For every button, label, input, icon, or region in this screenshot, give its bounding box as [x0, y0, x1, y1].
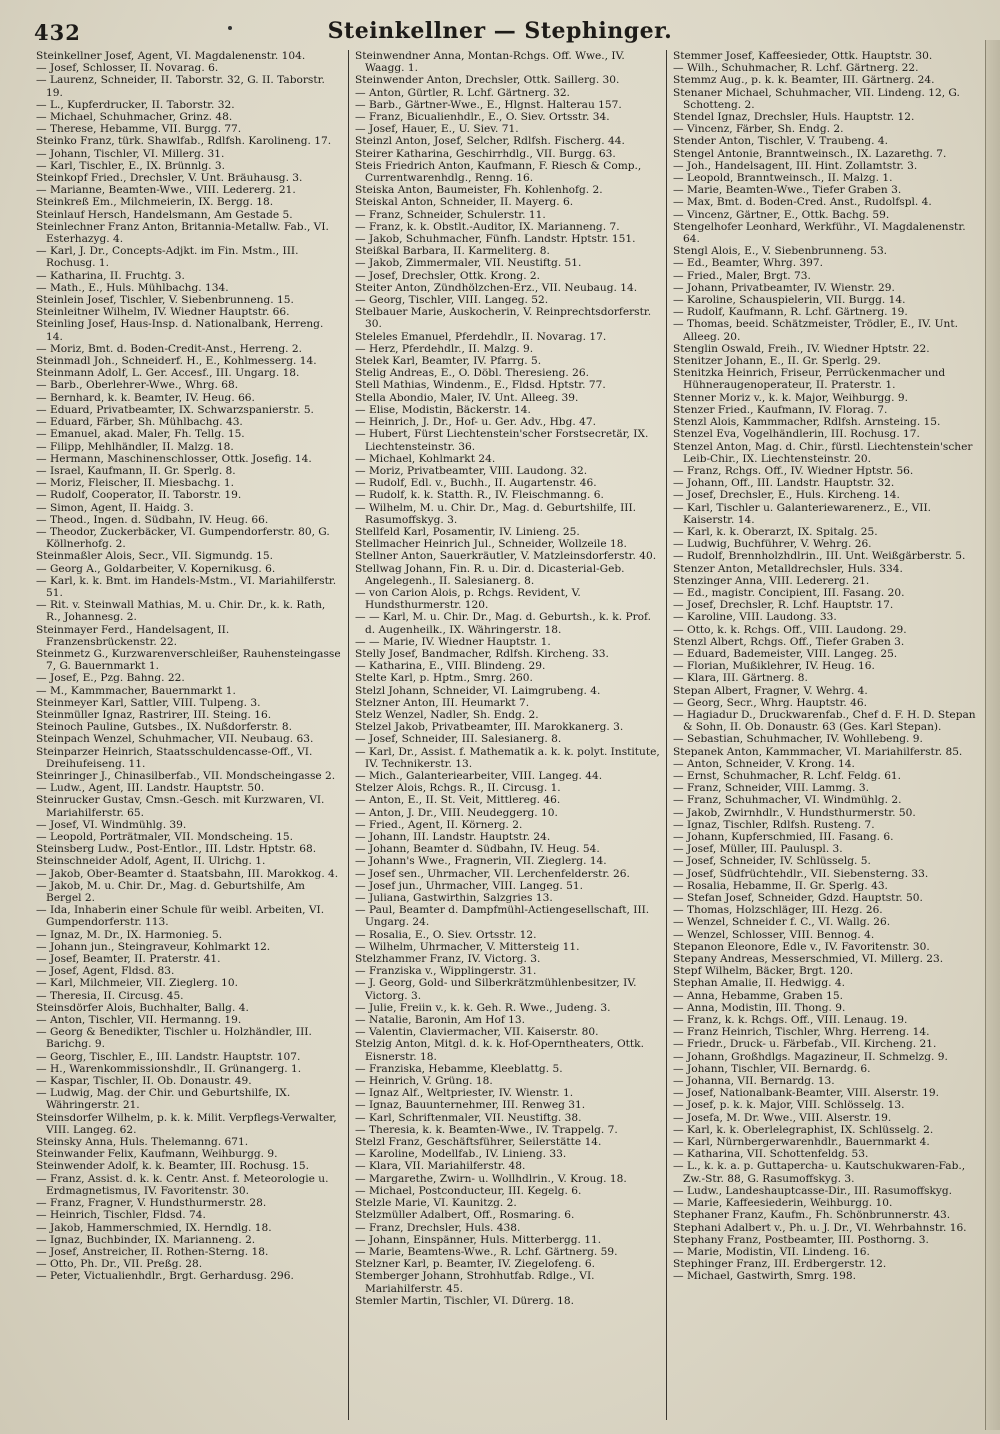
- directory-entry: — Florian, Mußiklehrer, IV. Heug. 16.: [673, 660, 875, 673]
- directory-entry: — Franz, Schneider, VIII. Lammg. 3.: [673, 782, 870, 795]
- directory-entry: — Johann, Tischler, VI. Millerg. 31.: [36, 147, 225, 160]
- directory-entry: — Ludw., Agent, III. Landstr. Hauptstr. 50.: [36, 782, 265, 795]
- directory-entry: — Heinrich, V. Grüng. 18.: [355, 1075, 493, 1088]
- directory-entry: Steinling Josef, Haus-Insp. d. Nationalbank, Herreng. 14.: [36, 318, 324, 343]
- directory-entry: — Karl, Nürnbergerwarenhdlr., Bauernmarkt 4.: [673, 1136, 930, 1149]
- directory-entry: — Hubert, Fürst Liechtenstein'scher Forstsecretär, IX. Liechtensteinstr. 36.: [355, 428, 649, 453]
- directory-entry: — Johann, III. Landstr. Hauptstr. 24.: [355, 831, 551, 843]
- directory-entry: — Marie, Beamtens-Wwe., R. Lchf. Gärtnerg. 59.: [355, 1245, 618, 1258]
- directory-entry: Stelek Karl, Beamter, IV. Pfarrg. 5.: [355, 355, 542, 368]
- directory-entry: — Marie, Beamten-Wwe., Tiefer Graben 3.: [673, 184, 902, 197]
- directory-entry: — Michael, Postconducteur, III. Kegelg. 6.: [355, 1184, 582, 1197]
- directory-entry: — Josef sen., Uhrmacher, VII. Lerchenfelderstr. 26.: [355, 867, 630, 880]
- directory-entry: — Georg & Benedikter, Tischler u. Holzhändler, III. Barichg. 9.: [36, 1026, 312, 1051]
- directory-entry: — Vincenz, Färber, Sh. Endg. 2.: [673, 123, 844, 136]
- directory-entry: Steinlechner Franz Anton, Britannia-Metallw. Fab., VI. Esterhazyg. 4.: [36, 220, 329, 246]
- directory-entry: — Elise, Modistin, Bäckerstr. 14.: [355, 403, 531, 416]
- directory-entry: — Wilh., Schuhmacher, R. Lchf. Gärtnerg. 22.: [673, 62, 919, 75]
- directory-entry: — Marie, Modistin, VII. Lindeng. 16.: [673, 1245, 870, 1258]
- directory-entry: — Max, Bmt. d. Boden-Cred. Anst., Rudolfspl. 4.: [673, 196, 932, 209]
- directory-entry: — M., Kammmacher, Bauernmarkt 1.: [36, 684, 236, 697]
- directory-entry: — Rosalia, Hebamme, II. Gr. Sperlg. 43.: [673, 879, 888, 892]
- directory-entry: Stellner Anton, Sauerkräutler, V. Matzleinsdorferstr. 40.: [355, 550, 657, 563]
- directory-entry: Stell Mathias, Windenm., E., Fldsd. Hptstr. 77.: [355, 379, 606, 392]
- directory-entry: Steinoch Pauline, Gutsbes., IX. Nußdorferstr. 8.: [36, 721, 293, 734]
- directory-entry: — Johann, Kupferschmied, III. Fasang. 6.: [673, 831, 894, 843]
- directory-entry: Stepan Albert, Fragner, V. Wehrg. 4.: [673, 684, 868, 697]
- directory-entry: Stephani Adalbert v., Ph. u. J. Dr., VI. Wehrbahnstr. 16.: [673, 1221, 967, 1234]
- directory-entry: — Moriz, Privatbeamter, VIII. Laudong. 32.: [355, 464, 588, 477]
- directory-entry: Steiska Anton, Baumeister, Fh. Kohlenhofg. 2.: [355, 184, 603, 197]
- directory-entry: — Josef, Drechsler, Ottk. Krong. 2.: [355, 269, 541, 282]
- directory-entry: — Michael, Kohlmarkt 24.: [355, 452, 496, 465]
- adjacent-page-edge: [985, 40, 1000, 1430]
- directory-entry: — Anton, Schneider, V. Krong. 14.: [673, 757, 855, 770]
- directory-entry: — Herz, Pferdehdlr., II. Malzg. 9.: [355, 342, 534, 355]
- directory-entry: — Ignaz, M. Dr., IX. Harmonieg. 5.: [36, 928, 223, 941]
- directory-entry: — Franz Heinrich, Tischler, Whrg. Herreng. 14.: [673, 1026, 930, 1039]
- directory-entry: Steinwander Felix, Kaufmann, Weihburgg. 9.: [36, 1148, 278, 1161]
- directory-entry: Stendel Ignaz, Drechsler, Huls. Hauptstr. 12.: [673, 111, 915, 124]
- directory-entry: — Karoline, Schauspielerin, VII. Burgg. 14.: [673, 294, 906, 307]
- directory-entry: Stenzel Eva, Vogelhändlerin, III. Rochusg. 17.: [673, 428, 920, 441]
- directory-entry: Stelly Josef, Bandmacher, Rdlfsh. Kircheng. 33.: [355, 647, 609, 660]
- directory-entry: Steinlauf Hersch, Handelsmann, Am Gestade 5.: [36, 208, 293, 221]
- directory-entry: Stephany Franz, Postbeamter, III. Posthorng. 3.: [673, 1233, 929, 1246]
- directory-entry: — Jakob, Hammerschmied, IX. Herndlg. 18.: [36, 1221, 272, 1234]
- directory-entry: — Georg, Secr., Whrg. Hauptstr. 46.: [673, 696, 867, 709]
- directory-entry: — Margarethe, Zwirn- u. Wollhdlrin., V. Kroug. 18.: [355, 1172, 627, 1185]
- directory-entry: — Rudolf, k. k. Statth. R., IV. Fleischmanng. 6.: [355, 489, 604, 502]
- directory-entry: Steiskal Anton, Schneider, II. Mayerg. 6.: [355, 196, 574, 209]
- directory-entry: — Ed., magistr. Concipient, III. Fasang. 20.: [673, 586, 905, 599]
- directory-entry: — Anton, Gürtler, R. Lchf. Gärtnerg. 32.: [355, 86, 570, 99]
- directory-entry: — Natalie, Baronin, Am Hof 13.: [355, 1014, 526, 1027]
- directory-entry: Stephaner Franz, Kaufm., Fh. Schönbrunnerstr. 43.: [673, 1209, 951, 1222]
- directory-entry: — Jakob, M. u. Chir. Dr., Mag. d. Geburtshilfe, Am Bergel 2.: [36, 879, 305, 905]
- directory-entry: Steinmadl Joh., Schneiderf. H., E., Kohlmesserg. 14.: [36, 355, 317, 368]
- directory-entry: Steinzl Anton, Josef, Selcher, Rdlfsh. Fischerg. 44.: [355, 135, 625, 148]
- directory-entry: Stelz Wenzel, Nadler, Sh. Endg. 2.: [355, 708, 539, 721]
- directory-entry: — Josef, Drechsler, R. Lchf. Hauptstr. 17.: [673, 599, 894, 612]
- directory-entry: Stengl Alois, E., V. Siebenbrunneng. 53.: [673, 245, 888, 258]
- directory-entry: — Anna, Hebamme, Graben 15.: [673, 989, 843, 1002]
- directory-entry: Steißkal Barbara, II. Karmeliterg. 8.: [355, 245, 550, 258]
- directory-entry: — Franz, k. k. Rchgs. Off., VIII. Lenaug. 19.: [673, 1014, 908, 1027]
- directory-entry: — Heinrich, Tischler, Fldsd. 74.: [36, 1209, 206, 1222]
- directory-entry: Stelzner Anton, III. Heumarkt 7.: [355, 696, 530, 709]
- directory-entry: Stelzle Marie, VI. Kaunitzg. 2.: [355, 1197, 517, 1210]
- directory-entry: Stella Abondio, Maler, IV. Unt. Alleeg. 39.: [355, 391, 579, 404]
- directory-entry: — Sebastian, Schuhmacher, IV. Wohllebeng. 9.: [673, 733, 923, 746]
- directory-entry: — Karl, k. k. Oberlelegraphist, IX. Schlüsselg. 2.: [673, 1123, 934, 1136]
- directory-entry: — Josef, Schneider, III. Salesianerg. 8.: [355, 733, 562, 746]
- directory-entry: — Karl, Milchmeier, VII. Zieglerg. 10.: [36, 977, 239, 990]
- column-2: [348, 50, 666, 1420]
- directory-entry: — Franz, Schuhmacher, VI. Windmühlg. 2.: [673, 794, 902, 807]
- directory-entry: Steinwender Anton, Drechsler, Ottk. Saillerg. 30.: [355, 74, 620, 87]
- directory-entry: — Rit. v. Steinwall Mathias, M. u. Chir. Dr., k. k. Rath, R., Johannesg. 2.: [36, 599, 326, 624]
- directory-entry: Stelzl Johann, Schneider, VI. Laimgrubeng. 4.: [355, 684, 601, 697]
- directory-entry: Steinmayer Ferd., Handelsagent, II. Franzensbrückenstr. 22.: [36, 623, 230, 648]
- directory-entry: Steinwendner Anna, Montan-Rchgs. Off. Wwe., IV. Waagg. 1.: [355, 50, 625, 75]
- directory-entry: Stepanek Anton, Kammmacher, VI. Mariahilferstr. 85.: [673, 745, 963, 758]
- directory-entry: — Ignaz, Tischler, Rdlfsh. Rusteng. 7.: [673, 818, 875, 831]
- directory-entry: — Karl, Schriftenmaler, VII. Neustiftg. 38.: [355, 1111, 582, 1124]
- directory-entry: — L., k. k. a. p. Guttapercha- u. Kautschukwaren-Fab., Zw.-Str. 88, G. Rasumoffskyg. 3.: [673, 1160, 966, 1185]
- directory-entry: — Hermann, Maschinenschlosser, Ottk. Josefig. 14.: [36, 452, 312, 465]
- directory-entry: Stelzer Alois, Rchgs. R., II. Circusg. 1.: [355, 782, 561, 795]
- directory-entry: — Josefa, M. Dr. Wwe., VIII. Alserstr. 19.: [673, 1111, 892, 1124]
- directory-entry: — Karoline, VIII. Laudong. 33.: [673, 611, 837, 624]
- directory-entry: — Ernst, Schuhmacher, R. Lchf. Feldg. 61.: [673, 769, 902, 782]
- directory-entry: Stenglin Oswald, Freih., IV. Wiedner Hptstr. 22.: [673, 342, 930, 355]
- directory-entry: — Thomas, beeid. Schätzmeister, Trödler, E., IV. Unt. Alleeg. 20.: [673, 318, 958, 343]
- directory-entry: — Franziska v., Wipplingerstr. 31.: [355, 965, 537, 978]
- directory-entry: Stemler Martin, Tischler, VI. Dürerg. 18.: [355, 1294, 574, 1307]
- directory-entry: — Franz, Assist. d. k. k. Centr. Anst. f. Meteorologie u. Erdmagnetismus, IV. Favoritenstr. 30.: [36, 1172, 329, 1197]
- directory-entry: — Anton, Tischler, VII. Hermanng. 19.: [36, 1014, 242, 1027]
- directory-entry: — Filipp, Mehlhändler, II. Malzg. 18.: [36, 440, 234, 453]
- directory-entry: — Joh., Handelsagent, III. Hint. Zollamtstr. 3.: [673, 159, 918, 172]
- directory-entry: — Karl, Tischler, E., IX. Brünnlg. 3.: [36, 159, 225, 172]
- directory-entry: — Ed., Beamter, Whrg. 397.: [673, 257, 824, 270]
- directory-entry: — Leopold, Branntweinsch., II. Malzg. 1.: [673, 172, 893, 185]
- directory-entry: — Barb., Gärtner-Wwe., E., Hlgnst. Halterau 157.: [355, 98, 622, 111]
- directory-entry: Stephan Amalie, II. Hedwigg. 4.: [673, 977, 845, 990]
- directory-entry: — Johanna, VII. Bernardg. 13.: [673, 1075, 835, 1088]
- directory-columns: [30, 50, 985, 1420]
- directory-entry: — Josef, Drechsler, E., Huls. Kircheng. 14.: [673, 489, 900, 502]
- directory-entry: — Franz, Schneider, Schulerstr. 11.: [355, 208, 546, 221]
- directory-entry: — Karl, k. k. Oberarzt, IX. Spitalg. 25.: [673, 525, 878, 538]
- directory-entry: Stenzel Anton, Mag. d. Chir., fürstl. Liechtenstein'scher Leib-Chir., IX. Liechtensteinstr. 20.: [673, 440, 973, 465]
- directory-entry: Steinlein Josef, Tischler, V. Siebenbrunneng. 15.: [36, 294, 294, 307]
- directory-entry: Steinschneider Adolf, Agent, II. Ulrichg. 1.: [36, 855, 266, 868]
- directory-entry: — J. Georg, Gold- und Silberkrätzmühlenbesitzer, IV. Victorg. 3.: [355, 977, 637, 1002]
- directory-entry: Stepanon Eleonore, Edle v., IV. Favoritenstr. 30.: [673, 940, 930, 953]
- directory-entry: — Fried., Agent, II. Körnerg. 2.: [355, 818, 523, 831]
- directory-entry: Stelzhammer Franz, IV. Victorg. 3.: [355, 953, 541, 966]
- directory-entry: — Johann's Wwe., Fragnerin, VII. Zieglerg. 14.: [355, 855, 607, 868]
- directory-entry: — Ludw., Landeshauptcasse-Dir., III. Rasumoffskyg.: [673, 1184, 953, 1197]
- directory-entry: — Anna, Modistin, III. Thong. 9.: [673, 1001, 846, 1014]
- directory-entry: — Josef, Müller, III. Pauluspl. 3.: [673, 843, 843, 856]
- directory-entry: — Georg, Tischler, E., III. Landstr. Hauptstr. 107.: [36, 1050, 301, 1063]
- directory-entry: — Josef, VI. Windmühlg. 39.: [36, 818, 187, 831]
- directory-entry: Steinkellner Josef, Agent, VI. Magdalenenstr. 104.: [36, 50, 306, 62]
- directory-entry: — Ida, Inhaberin einer Schule für weibl. Arbeiten, VI. Gumpendorferstr. 113.: [36, 904, 325, 929]
- directory-entry: — Marianne, Beamten-Wwe., VIII. Ledererg. 21.: [36, 184, 296, 197]
- directory-entry: — Julie, Freiin v., k. k. Geh. R. Wwe., Judeng. 3.: [355, 1001, 611, 1014]
- directory-entry: — Johann, Einspänner, Huls. Mitterbergg. 11.: [355, 1233, 602, 1246]
- directory-entry: — Fried., Maler, Brgt. 73.: [673, 269, 811, 282]
- directory-entry: — Paul, Beamter d. Dampfmühl-Actiengesellschaft, III. Ungarg. 24.: [355, 904, 650, 929]
- directory-entry: Stelte Karl, p. Hptm., Smrg. 260.: [355, 672, 533, 685]
- directory-entry: — Friedr., Druck- u. Färbefab., VII. Kircheng. 21.: [673, 1038, 937, 1051]
- directory-entry: — Wilhelm, M. u. Chir. Dr., Mag. d. Geburtshilfe, III. Rasumoffskyg. 3.: [355, 501, 637, 526]
- directory-entry: — Eduard, Privatbeamter, IX. Schwarzspanierstr. 5.: [36, 403, 314, 416]
- directory-entry: — Karl, Tischler u. Galanteriewarenerz., E., VII. Kaiserstr. 14.: [673, 501, 932, 526]
- directory-entry: — Jakob, Zwirnhdlr., V. Hundsthurmerstr. 50.: [673, 806, 916, 819]
- directory-entry: Steinsdörfer Alois, Buchhalter, Ballg. 4.: [36, 1001, 249, 1014]
- directory-entry: — Ignaz, Buchbinder, IX. Marianneng. 2.: [36, 1233, 256, 1246]
- page-number: 432: [34, 20, 81, 45]
- directory-entry: — Otto, k. k. Rchgs. Off., VIII. Laudong. 29.: [673, 623, 907, 636]
- directory-entry: Steinpach Wenzel, Schuhmacher, VII. Neubaug. 63.: [36, 733, 314, 746]
- directory-entry: — Jakob, Schuhmacher, Fünfh. Landstr. Hptstr. 151.: [355, 233, 636, 246]
- directory-entry: Stemberger Johann, Strohhutfab. Rdlge., VI. Mariahilferstr. 45.: [355, 1270, 595, 1295]
- directory-entry: — Anton, E., II. St. Veit, Mittlereg. 46.: [355, 794, 561, 807]
- directory-entry: — Theodor, Zuckerbäcker, VI. Gumpendorferstr. 80, G. Köllnerhofg. 2.: [36, 525, 330, 551]
- directory-entry: — Franz, k. k. Obstlt.-Auditor, IX. Marianneng. 7.: [355, 220, 620, 233]
- directory-entry: — Therese, Hebamme, VII. Burgg. 77.: [36, 123, 242, 136]
- directory-entry: Steinwender Adolf, k. k. Beamter, III. Rochusg. 15.: [36, 1160, 310, 1173]
- directory-entry: Steinparzer Heinrich, Staatsschuldencasse-Off., VI. Dreihufeiseng. 11.: [36, 745, 313, 770]
- directory-entry: Stemmz Aug., p. k. k. Beamter, III. Gärtnerg. 24.: [673, 74, 935, 87]
- directory-entry: Stephinger Franz, III. Erdbergerstr. 12.: [673, 1258, 887, 1271]
- directory-entry: Stenzl Albert, Rchgs. Off., Tiefer Graben 3.: [673, 635, 905, 648]
- directory-entry: — Eduard, Bademeister, VIII. Langeg. 25.: [673, 647, 898, 660]
- directory-entry: Stengelhofer Leonhard, Werkführ., VI. Magdalenenstr. 64.: [673, 220, 966, 246]
- directory-entry: Steinmann Adolf, L. Ger. Accesf., III. Ungarg. 18.: [36, 367, 300, 380]
- directory-entry: — Thomas, Holzschläger, III. Hezg. 26.: [673, 904, 883, 917]
- directory-entry: — Josef jun., Uhrmacher, VIII. Langeg. 51.: [355, 879, 583, 892]
- directory-entry: — Jakob, Ober-Beamter d. Staatsbahn, III. Marokkog. 4.: [36, 867, 339, 880]
- directory-entry: — Juliana, Gastwirthin, Salzgries 13.: [355, 892, 553, 905]
- directory-entry: — Katharina, II. Fruchtg. 3.: [36, 269, 185, 282]
- directory-entry: — Josef, E., Pzg. Bahng. 22.: [36, 672, 185, 685]
- directory-entry: — Moriz, Fleischer, II. Miesbachg. 1.: [36, 477, 234, 490]
- directory-entry: Stenzl Alois, Kammmacher, Rdlfsh. Arnsteing. 15.: [673, 416, 941, 429]
- directory-entry: — Karl, k. k. Bmt. im Handels-Mstm., VI. Mariahilferstr. 51.: [36, 574, 337, 599]
- directory-entry: — Franz, Bicualienhdlr., E., O. Siev. Ortsstr. 34.: [355, 111, 610, 124]
- directory-entry: Stepf Wilhelm, Bäcker, Brgt. 120.: [673, 965, 854, 978]
- directory-entry: — Karoline, Modellfab., IV. Linieng. 33.: [355, 1148, 567, 1161]
- directory-entry: — Katharina, E., VIII. Blindeng. 29.: [355, 660, 546, 673]
- directory-entry: — Klara, VII. Mariahilferstr. 48.: [355, 1160, 526, 1173]
- directory-entry: — Ludwig, Buchführer, V. Wehrg. 26.: [673, 538, 872, 551]
- directory-entry: — Josef, Beamter, II. Praterstr. 41.: [36, 953, 221, 966]
- directory-entry: — Johann, Tischler, VII. Bernardg. 6.: [673, 1062, 871, 1075]
- directory-entry: — Leopold, Porträtmaler, VII. Mondscheing. 15.: [36, 831, 294, 843]
- directory-entry: — Stefan Josef, Schneider, Gdzd. Hauptstr. 50.: [673, 892, 923, 905]
- directory-entry: Stelzel Jakob, Privatbeamter, III. Marokkanerg. 3.: [355, 721, 624, 734]
- directory-entry: — Ignaz, Bauunternehmer, III. Renweg 31.: [355, 1099, 586, 1112]
- directory-entry: — Peter, Victualienhdlr., Brgt. Gerhardusg. 296.: [36, 1270, 294, 1283]
- directory-entry: — Hagiadur D., Druckwarenfab., Chef d. F. H. D. Stepan & Sohn, II. Ob. Donaustr. 63 (Ges. Karl Stepan).: [673, 708, 976, 734]
- directory-entry: — Eduard, Färber, Sh. Mühlbachg. 43.: [36, 416, 243, 429]
- directory-entry: — Josef, Anstreicher, II. Rothen-Sterng. 18.: [36, 1245, 269, 1258]
- directory-entry: — Math., E., Huls. Mühlbachg. 134.: [36, 281, 229, 294]
- directory-entry: — von Carion Alois, p. Rchgs. Revident, V. Hundsthurmerstr. 120.: [355, 586, 581, 612]
- directory-entry: — Josef, Nationalbank-Beamter, VIII. Alserstr. 19.: [673, 1087, 939, 1100]
- directory-entry: — Josef, p. k. k. Major, VIII. Schlösselg. 13.: [673, 1099, 905, 1112]
- directory-entry: Steinkreß Em., Milchmeierin, IX. Bergg. 18.: [36, 196, 274, 209]
- column-3: [666, 50, 984, 1420]
- directory-entry: — Karl, J. Dr., Concepts-Adjkt. im Fin. Mstm., III. Rochusg. 1.: [36, 245, 299, 270]
- directory-entry: — L., Kupferdrucker, II. Taborstr. 32.: [36, 98, 235, 111]
- directory-entry: — Josef, Schlosser, II. Novarag. 6.: [36, 62, 219, 75]
- directory-entry: — Franziska, Hebamme, Kleeblattg. 5.: [355, 1062, 563, 1075]
- directory-entry: — Katharina, VII. Schottenfeldg. 53.: [673, 1148, 869, 1161]
- directory-entry: — Josef, Südfrüchtehdlr., VII. Siebensterng. 33.: [673, 867, 929, 880]
- directory-entry: Stenner Moriz v., k. k. Major, Weihburgg. 9.: [673, 391, 908, 404]
- directory-entry: Steinringer J., Chinasilberfab., VII. Mondscheingasse 2.: [36, 769, 336, 782]
- directory-entry: — — Karl, M. u. Chir. Dr., Mag. d. Geburtsh., k. k. Prof. d. Augenheilk., IX. Währingerstr. 18.: [355, 611, 651, 636]
- directory-entry: — Johann, Off., III. Landstr. Hauptstr. 32.: [673, 477, 895, 490]
- directory-entry: — Georg, Tischler, VIII. Langeg. 52.: [355, 294, 549, 307]
- directory-entry: Steis Friedrich Anton, Kaufmann, F. Riesch & Comp., Currentwarenhdlg., Renng. 16.: [355, 159, 642, 185]
- directory-entry: Steinrucker Gustav, Cmsn.-Gesch. mit Kurzwaren, VI. Mariahilferstr. 65.: [36, 794, 325, 819]
- directory-entry: — Emanuel, akad. Maler, Fh. Tellg. 15.: [36, 428, 245, 441]
- directory-entry: — Bernhard, k. k. Beamter, IV. Heug. 66.: [36, 391, 255, 404]
- directory-entry: — Johann, Beamter d. Südbahn, IV. Heug. 54.: [355, 843, 600, 856]
- directory-entry: — Wilhelm, Uhrmacher, V. Mittersteig 11.: [355, 940, 580, 953]
- directory-entry: Stenitzka Heinrich, Friseur, Perrückenmacher und Hühneraugenoperateur, II. Praterstr. 1.: [673, 367, 946, 392]
- directory-entry: — Ludwig, Mag. der Chir. und Geburtshilfe, IX. Währingerstr. 21.: [36, 1087, 291, 1112]
- directory-entry: — Wenzel, Schneider f. C., VI. Wallg. 26.: [673, 916, 891, 929]
- directory-entry: — Valentin, Claviermacher, VII. Kaiserstr. 80.: [355, 1026, 599, 1039]
- directory-entry: — Ignaz Alf., Weltpriester, IV. Wienstr. 1.: [355, 1087, 574, 1100]
- directory-entry: Stellwag Johann, Fin. R. u. Dir. d. Dicasterial-Geb. Angelegenh., II. Salesianerg. 8.: [355, 562, 625, 587]
- directory-entry: Stender Anton, Tischler, V. Traubeng. 4.: [673, 135, 888, 148]
- directory-entry: — Johann, Großhdlgs. Magazineur, II. Schmelzg. 9.: [673, 1050, 948, 1063]
- directory-entry: — Simon, Agent, II. Haidg. 3.: [36, 501, 194, 514]
- directory-entry: Stenzer Fried., Kaufmann, IV. Florag. 7.: [673, 403, 888, 416]
- directory-entry: Steinmüller Ignaz, Rastrirer, III. Steing. 16.: [36, 708, 272, 721]
- directory-entry: Steleles Emanuel, Pferdehdlr., II. Novarag. 17.: [355, 330, 607, 343]
- directory-entry: — Wenzel, Schlosser, VIII. Bennog. 4.: [673, 928, 875, 941]
- directory-entry: — Barb., Oberlehrer-Wwe., Whrg. 68.: [36, 379, 239, 392]
- directory-entry: — Mich., Galanteriearbeiter, VIII. Langeg. 44.: [355, 769, 603, 782]
- directory-entry: Steinsky Anna, Huls. Thelemanng. 671.: [36, 1136, 249, 1149]
- directory-entry: — Rudolf, Cooperator, II. Taborstr. 19.: [36, 489, 242, 502]
- directory-entry: Stenaner Michael, Schuhmacher, VII. Lindeng. 12, G. Schotteng. 2.: [673, 86, 960, 111]
- directory-entry: — Theresia, II. Circusg. 45.: [36, 989, 184, 1002]
- directory-entry: — Josef, Schneider, IV. Schlüsselg. 5.: [673, 855, 871, 868]
- directory-entry: — Rudolf, Brennholzhdlrin., III. Unt. Weißgärberstr. 5.: [673, 550, 966, 563]
- directory-entry: Stemmer Josef, Kaffeesieder, Ottk. Hauptstr. 30.: [673, 50, 933, 62]
- directory-entry: Stelzl Franz, Geschäftsführer, Seilerstätte 14.: [355, 1136, 602, 1149]
- directory-entry: — Franz, Rchgs. Off., IV. Wiedner Hptstr. 56.: [673, 464, 914, 477]
- directory-entry: Steiter Anton, Zündhölzchen-Erz., VII. Neubaug. 14.: [355, 281, 638, 294]
- directory-entry: — Kaspar, Tischler, II. Ob. Donaustr. 49.: [36, 1075, 252, 1088]
- directory-entry: Stelig Andreas, E., O. Döbl. Theresieng. 26.: [355, 367, 589, 380]
- directory-entry: — Moriz, Bmt. d. Boden-Credit-Anst., Herreng. 2.: [36, 342, 302, 355]
- directory-entry: — Georg A., Goldarbeiter, V. Kopernikusg. 6.: [36, 562, 276, 575]
- directory-entry: Steinkopf Fried., Drechsler, V. Unt. Bräuhausg. 3.: [36, 172, 303, 185]
- directory-entry: — Rosalia, E., O. Siev. Ortsstr. 12.: [355, 928, 537, 941]
- directory-entry: — Laurenz, Schneider, II. Taborstr. 32, G. II. Taborstr. 19.: [36, 74, 325, 99]
- directory-entry: Steinsberg Ludw., Post-Entlor., III. Ldstr. Hptstr. 68.: [36, 843, 317, 856]
- directory-entry: Steinleitner Wilhelm, IV. Wiedner Hauptstr. 66.: [36, 306, 290, 319]
- directory-entry: Stelzner Karl, p. Beamter, IV. Ziegelofeng. 6.: [355, 1258, 595, 1271]
- directory-entry: — Otto, Ph. Dr., VII. Preßg. 28.: [36, 1258, 203, 1271]
- directory-entry: — Franz, Fragner, V. Hundsthurmerstr. 28.: [36, 1197, 267, 1210]
- directory-entry: Stenzinger Anna, VIII. Ledererg. 21.: [673, 574, 870, 587]
- directory-entry: Steinmetz G., Kurzwarenverschleißer, Rauhensteingasse 7, G. Bauernmarkt 1.: [36, 647, 341, 673]
- directory-entry: Steinko Franz, türk. Shawlfab., Rdlfsh. Karolineng. 17.: [36, 135, 332, 148]
- directory-entry: — Vincenz, Gärtner, E., Ottk. Bachg. 59.: [673, 208, 890, 221]
- directory-entry: Stenitzer Johann, E., II. Gr. Sperlg. 29.: [673, 355, 881, 368]
- directory-entry: — Anton, J. Dr., VIII. Neudeggerg. 10.: [355, 806, 558, 819]
- directory-entry: — Johann, Privatbeamter, IV. Wienstr. 29.: [673, 281, 895, 294]
- running-head: Steinkellner — Stephinger.: [327, 18, 673, 44]
- directory-entry: — H., Warenkommissionshdlr., II. Grünangerg. 1.: [36, 1062, 302, 1075]
- directory-entry: — Rudolf, Edl. v., Buchh., II. Augartenstr. 46.: [355, 477, 597, 490]
- directory-entry: — Theresia, k. k. Beamten-Wwe., IV. Trappelg. 7.: [355, 1123, 618, 1136]
- directory-entry: — Jakob, Zimmermaler, VII. Neustiftg. 51.: [355, 257, 582, 270]
- directory-entry: — Michael, Gastwirth, Smrg. 198.: [673, 1270, 856, 1283]
- directory-entry: — Theod., Ingen. d. Südbahn, IV. Heug. 66.: [36, 513, 269, 526]
- directory-entry: Stelzig Anton, Mitgl. d. k. k. Hof-Operntheaters, Ottk. Eisnerstr. 18.: [355, 1038, 644, 1063]
- directory-entry: — Israel, Kaufmann, II. Gr. Sperlg. 8.: [36, 464, 236, 477]
- column-1: [30, 50, 348, 1420]
- directory-entry: Stelbauer Marie, Auskocherin, V. Reinprechtsdorferstr. 30.: [355, 306, 652, 331]
- directory-entry: — Franz, Drechsler, Huls. 438.: [355, 1221, 521, 1234]
- directory-entry: — Rudolf, Kaufmann, R. Lchf. Gärtnerg. 19.: [673, 306, 908, 319]
- directory-entry: Steinmeyer Karl, Sattler, VIII. Tulpeng. 3.: [36, 696, 261, 709]
- directory-entry: — Josef, Agent, Fldsd. 83.: [36, 965, 175, 978]
- directory-entry: — Marie, Kaffeesiederin, Weihburgg. 10.: [673, 1197, 893, 1210]
- directory-entry: Stengel Antonie, Branntweinsch., IX. Lazarethg. 7.: [673, 147, 947, 160]
- directory-entry: — Johann jun., Steingraveur, Kohlmarkt 12.: [36, 940, 271, 953]
- directory-entry: — Karl, Dr., Assist. f. Mathematik a. k. k. polyt. Institute, IV. Technikerstr. 13.: [355, 745, 660, 770]
- directory-entry: — Heinrich, J. Dr., Hof- u. Ger. Adv., Hbg. 47.: [355, 416, 596, 429]
- directory-entry: — Josef, Hauer, E., U. Siev. 71.: [355, 123, 519, 136]
- directory-entry: Stellfeld Karl, Posamentir, IV. Linieng. 25.: [355, 525, 580, 538]
- directory-entry: — Klara, III. Gärtnerg. 8.: [673, 672, 808, 685]
- directory-entry: Stelzmüller Adalbert, Off., Rosmaring. 6.: [355, 1209, 575, 1222]
- directory-entry: — Michael, Schuhmacher, Grinz. 48.: [36, 111, 233, 124]
- page-header: [0, 14, 1000, 50]
- directory-entry: Steirer Katharina, Geschirrhdlg., VII. Burgg. 63.: [355, 147, 616, 160]
- directory-entry: Stellmacher Heinrich Jul., Schneider, Wollzeile 18.: [355, 538, 627, 551]
- directory-entry: Steinsdorfer Wilhelm, p. k. k. Milit. Verpflegs-Verwalter, VIII. Langeg. 62.: [36, 1111, 337, 1136]
- directory-entry: Steinmaßler Alois, Secr., VII. Sigmundg. 15.: [36, 550, 273, 563]
- directory-entry: Stenzer Anton, Metalldrechsler, Huls. 334.: [673, 562, 903, 575]
- directory-entry: — — Marie, IV. Wiedner Hauptstr. 1.: [355, 635, 551, 648]
- directory-entry: Stepany Andreas, Messerschmied, VI. Millerg. 23.: [673, 953, 944, 966]
